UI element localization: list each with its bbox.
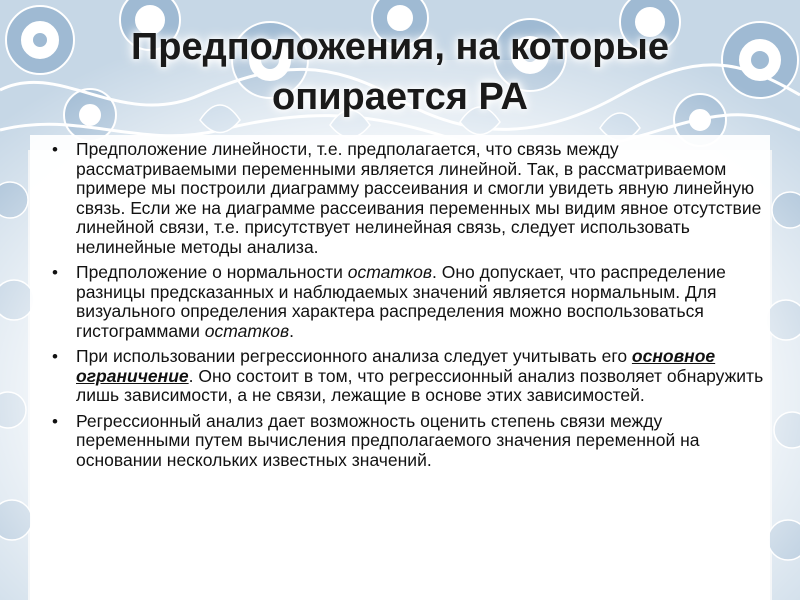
term-residuals: остатков: [347, 262, 433, 282]
bullet-text-part: .: [289, 320, 294, 341]
bullet-item-limitation: [52, 347, 764, 406]
title-area: [40, 22, 760, 140]
bullet-text-part: . Оно состоит в том, что регрессионный анализ позволяет обнаружить лишь зависимости, а не связи, лежащие в основе этих зависимостей.: [76, 365, 764, 405]
slide-title-line-1: Предположения, на которые: [130, 26, 670, 68]
slide-title: [40, 22, 760, 122]
slide-content: [52, 140, 764, 592]
bullet-dot-icon: •: [52, 411, 58, 431]
slide-title-line-2: опирается РА: [272, 76, 528, 118]
bullet-list: [52, 140, 764, 470]
bullet-item-linearity: [52, 140, 764, 257]
bullet-dot-icon: •: [52, 140, 58, 159]
bullet-text-part: . Оно допускает, что распределение разницы предсказанных и наблюдаемых значений является нормальным. Для визуального определения характера распределения можно воспользоваться гистограммами: [76, 262, 726, 341]
term-residuals: остатков: [204, 320, 290, 341]
bullet-dot-icon: •: [52, 263, 58, 282]
bullet-text-part: Предположение о нормальности: [76, 262, 348, 282]
bullet-text: Регрессионный анализ дает возможность оценить степень связи между переменными путем вычисления предполагаемого значения переменной на основании нескольких известных значений.: [76, 410, 700, 470]
bullet-item-estimation: [52, 412, 764, 471]
bullet-dot-icon: •: [52, 347, 58, 366]
bullet-text: Предположение линейности, т.е. предполагается, что связь между рассматриваемыми переменными является линейной. Так, в рассматриваемом примере мы построили диаграмму рассеивания и смогли увидеть явную линейную связь. Если же на диаграмме рассеивания переменных мы видим явное отсутствие линейной связи, т.е. присутствует нелинейная связь, следует использовать нелинейные методы анализа.: [76, 140, 762, 257]
bullet-text-part: При использовании регрессионного анализа следует учитывать его: [76, 346, 632, 366]
bullet-item-normality: [52, 263, 764, 341]
emphasis-main-limitation: основное ограничение: [76, 346, 716, 386]
